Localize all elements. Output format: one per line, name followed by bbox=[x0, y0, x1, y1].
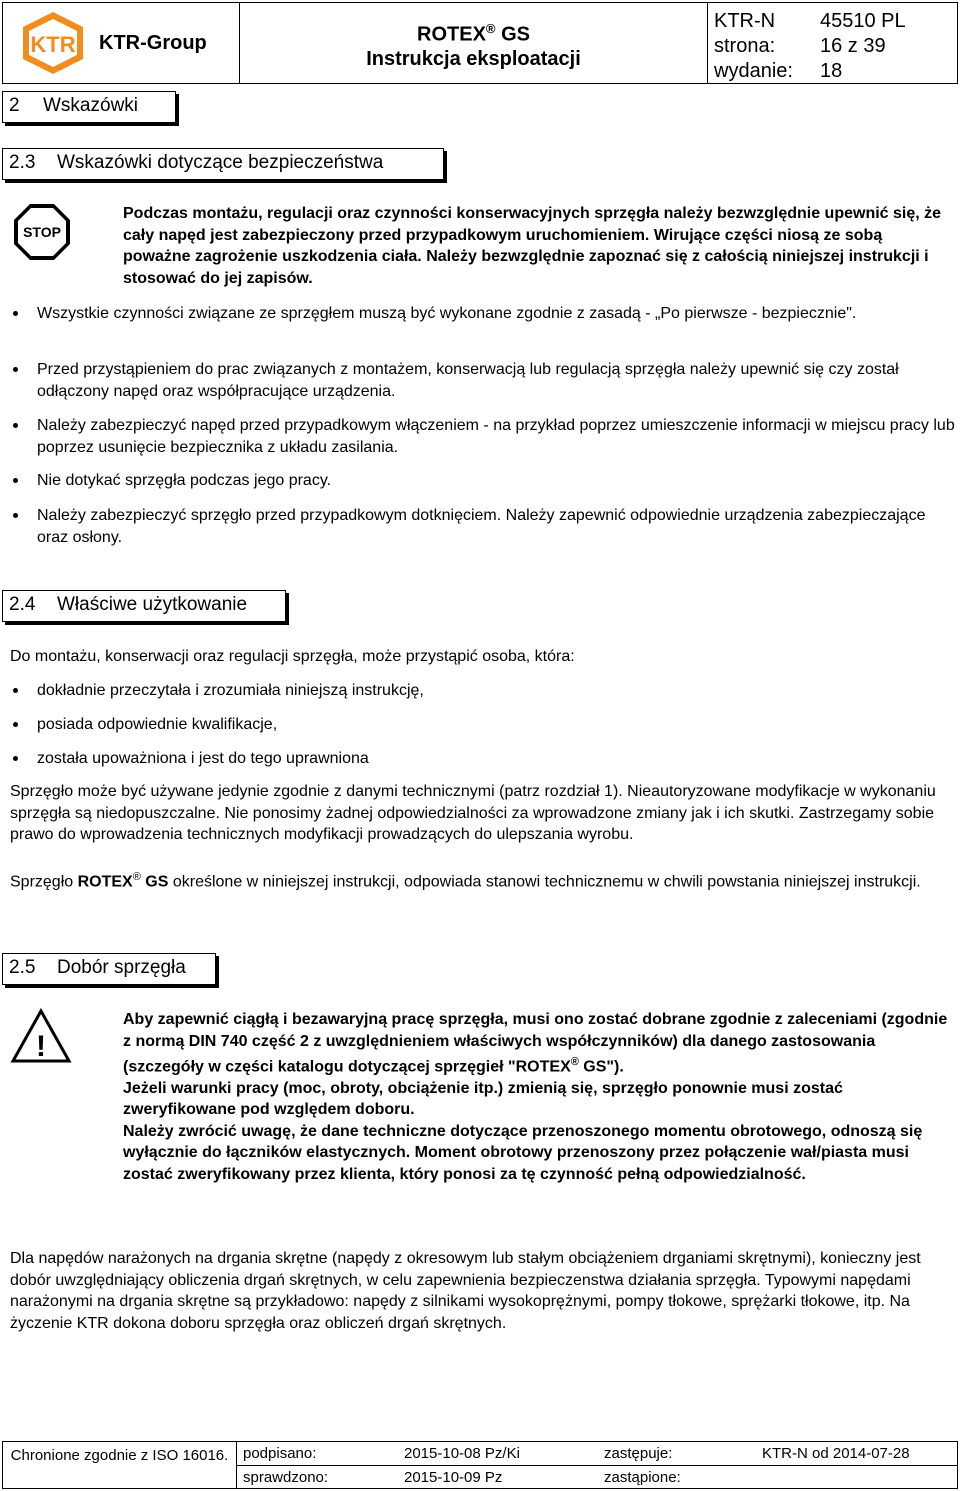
page-label: strona: bbox=[714, 35, 776, 57]
list-item: Przed przystąpieniem do prac związanych z montażem, konserwacją lub regulacją sprzęgła należy upewnić się czy został odłączony napęd oraz współpracujące urządzenia. bbox=[10, 359, 945, 402]
list-item: posiada odpowiednie kwalifikacje, bbox=[10, 714, 945, 736]
registered-mark: ® bbox=[485, 21, 496, 36]
section-title: Wskazówki bbox=[43, 95, 139, 116]
section-number: 2 bbox=[9, 95, 20, 116]
product-suffix: GS bbox=[501, 23, 530, 46]
bullet-icon bbox=[10, 714, 37, 736]
bullet-icon bbox=[10, 748, 37, 770]
document-subtitle: Instrukcja eksploatacji bbox=[366, 47, 581, 70]
section-number: 2.5 bbox=[9, 957, 36, 978]
usage-paragraph-2: Sprzęgło ROTEX® GS określone w niniejszej instrukcji, odpowiada stanowi technicznemu w chwili powstania niniejszej instrukcji. bbox=[10, 871, 921, 891]
replaced-label: zastąpione: bbox=[604, 1469, 681, 1486]
signed-value: 2015-10-08 Pz/Ki bbox=[398, 1442, 598, 1466]
section-title: Wskazówki dotyczące bezpieczeństwa bbox=[57, 152, 384, 173]
usage-paragraph: Sprzęgło może być używane jedynie zgodnie z danymi technicznymi (patrz rozdział 1). Nieautoryzowane modyfikacje w wykonaniu sprzęgła są niedopuszczalne. Nie ponosimy żadnej odpowiedzialności za wprowadzone zmiany jak i ich skutki. Zastrzegamy sobie prawo do wprowadzenia technicznych modyfikacji prowadzących do ulepszania wyrobu. bbox=[10, 783, 936, 843]
checked-value: 2015-10-09 Pz bbox=[404, 1469, 503, 1486]
list-item: Wszystkie czynności związane ze sprzęgłem muszą być wykonane zgodnie z zasadą - „Po pierwsze - bezpiecznie". bbox=[10, 303, 945, 325]
iso-note: Chronione zgodnie z ISO 16016. bbox=[3, 1442, 237, 1488]
usage-intro: Do montażu, konserwacji oraz regulacji sprzęgła, może przystąpić osoba, która: bbox=[10, 648, 575, 665]
section-title: Właściwe użytkowanie bbox=[57, 594, 248, 615]
checked-label: sprawdzono: bbox=[243, 1469, 329, 1486]
section-heading-2 bbox=[2, 91, 176, 123]
selection-warning: Aby zapewnić ciągłą i bezawaryjną pracę sprzęgła, musi ono zostać dobrane zgodnie z zaleceniami (zgodnie z normą DIN 740 część 2 z uwzględnieniem właściwych współczynników) dla danego zastosowania (szczegóły w części katalogu dotyczącej sprzęgieł "ROTEX® GS"). Jeżeli warunki pracy (moc, obroty, obciążenie itp.) zmienią się, sprzęgło ponownie musi zostać zweryfikowane pod względem doboru. Należy zwrócić uwagę, że dane techniczne dotyczące przenoszonego momentu obrotowego, odnoszą się wyłącznie do łączników elastycznych. Moment obrotowy przenoszony przez połączenie wał/piasta musi zostać zweryfikowany przez klienta, który ponosi za tę czynność pełną odpowiedzialność. bbox=[123, 1011, 948, 1183]
bullet-icon bbox=[10, 303, 37, 325]
product-name: ROTEX bbox=[417, 23, 486, 46]
replaced-value bbox=[756, 1466, 957, 1489]
list-item: została upoważniona i jest do tego uprawniona bbox=[10, 748, 945, 770]
safety-warning: Podczas montażu, regulacji oraz czynności konserwacyjnych sprzęgła należy bezwzględnie upewnić się, że cały napęd jest zabezpieczony przed przypadkowym uruchomieniem. Wirujące części niosą ze sobą poważne zagrożenie uszkodzenia ciała. Należy bezwzględnie zapoznać się z całością niniejszej instrukcji i stosować do jej zapisów. bbox=[123, 205, 942, 287]
bullet-icon bbox=[10, 415, 37, 458]
warning-triangle-icon bbox=[10, 1008, 72, 1064]
list-item: dokładnie przeczytała i zrozumiała niniejszą instrukcję, bbox=[10, 680, 945, 702]
replaces-value: KTR-N od 2014-07-28 bbox=[756, 1442, 957, 1466]
signed-label: podpisano: bbox=[237, 1442, 398, 1466]
doc-label: KTR-N bbox=[714, 10, 776, 32]
bullet-icon bbox=[10, 359, 37, 402]
section-heading-2-3 bbox=[2, 148, 444, 180]
list-item: Należy zabezpieczyć napęd przed przypadkowym włączeniem - na przykład poprzez umieszczenie informacji w miejscu pracy lub poprzez usunięcie bezpiecznika z układu zasilania. bbox=[10, 415, 955, 458]
doc-number: 45510 PL bbox=[820, 10, 906, 32]
section-title: Dobór sprzęgła bbox=[57, 957, 186, 978]
section-heading-2-4 bbox=[2, 590, 286, 622]
bullet-icon bbox=[10, 680, 37, 702]
company-logo bbox=[3, 3, 240, 83]
list-item: Należy zabezpieczyć sprzęgło przed przypadkowym dotknięciem. Należy zapewnić odpowiednie urządzenia zabezpieczające oraz osłony. bbox=[10, 505, 945, 548]
product-suffix: GS bbox=[140, 873, 169, 891]
product-name: ROTEX bbox=[77, 873, 133, 891]
section-heading-2-5 bbox=[2, 953, 216, 985]
page-value: 16 z 39 bbox=[820, 35, 886, 57]
edition-label: wydanie: bbox=[714, 60, 793, 82]
page-header bbox=[2, 2, 958, 84]
warning-symbol: ! bbox=[36, 1030, 46, 1063]
registered-mark: ® bbox=[570, 1056, 579, 1068]
edition-value: 18 bbox=[820, 60, 843, 82]
stop-label: STOP bbox=[23, 224, 61, 240]
stop-sign-icon bbox=[12, 202, 72, 262]
section-number: 2.3 bbox=[9, 152, 36, 173]
bullet-icon bbox=[10, 505, 37, 548]
replaces-label: zastępuje: bbox=[598, 1442, 756, 1466]
company-name: KTR-Group bbox=[99, 31, 207, 54]
torsional-vibration-paragraph: Dla napędów narażonych na drgania skrętne (napędy z okresowym lub stałym obciążeniem drganiami skrętnymi), konieczny jest dobór uwzględniający obliczenia drgań skrętnych, w celu zapewnienia bezpieczenstwa działania sprzęgła. Typowymi napędami narażonymi na drgania skrętne są przykładowo: napędy z silnikami wysokoprężnymi, pompy tłokowe, sprężarki tłokowe, itp. Na życzenie KTR dokona doboru sprzęgła oraz obliczeń drgań skrętnych. bbox=[10, 1250, 921, 1332]
page-footer bbox=[2, 1441, 958, 1489]
ktr-logo-icon bbox=[19, 10, 87, 76]
svg-text:KTR: KTR bbox=[30, 32, 76, 57]
bullet-icon bbox=[10, 470, 37, 492]
header-title bbox=[240, 3, 708, 83]
list-item: Nie dotykać sprzęgła podczas jego pracy. bbox=[10, 470, 945, 492]
header-meta bbox=[708, 3, 957, 83]
section-number: 2.4 bbox=[9, 594, 36, 615]
registered-mark: ® bbox=[132, 871, 141, 883]
